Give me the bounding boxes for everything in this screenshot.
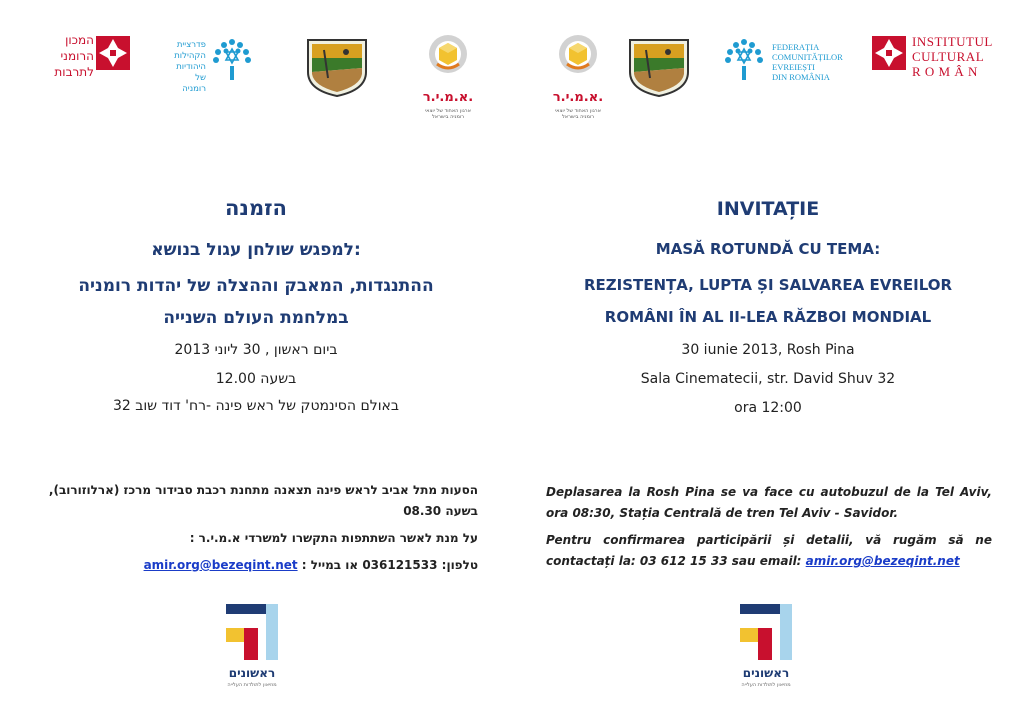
rishonim-name: ראשונים	[742, 666, 790, 680]
icr-logo-romanian	[872, 34, 1002, 84]
tree-of-life-icon	[210, 36, 254, 82]
romanian-confirm-text: Pentru confirmarea participării și detalii, vă rugăm să ne contactați la: 03 612 15 33 sau email:	[546, 533, 992, 568]
rishonim-subtitle: מוזיאון לתולדות העלייה	[741, 682, 791, 688]
romanian-topic-line-1: REZISTENȚA, LUPTA ȘI SALVAREA EVREILOR	[583, 276, 953, 294]
fed-he-line-1: פדרציית	[176, 40, 206, 50]
amir-name: א.מ.י.ר.	[422, 90, 474, 105]
fed-ro-line-1: FEDERAȚIA	[772, 42, 820, 52]
rosh-pina-emblem-icon	[306, 38, 368, 98]
hebrew-contact-prefix: טלפון: 036121533 או במייל :	[301, 558, 478, 572]
romanian-subtitle: MASĂ ROTUNDĂ CU TEMA:	[655, 240, 881, 258]
rishonim-subtitle: מוזיאון לתולדות העלייה	[227, 682, 277, 688]
hebrew-contact-line	[38, 555, 478, 576]
romanian-place: Sala Cinematecii, str. David Shuv 32	[640, 371, 896, 387]
romanian-time: ora 12:00	[734, 400, 802, 416]
amir-emblem-icon	[558, 34, 598, 74]
amir-logo-romanian	[548, 34, 608, 120]
icr-ro-line-1: INSTITUTUL	[912, 34, 993, 49]
hebrew-title: הזמנה	[225, 196, 287, 220]
icr-he-line-3: לתרבות	[54, 65, 94, 79]
hebrew-transport-line-1: הסעות מתל אביב לראש פינה תצאנה מתחנת רכבת סבידור מרכז (ארלוזורוב),	[48, 483, 478, 497]
fed-ro-line-3: EVREIEȘTI	[772, 62, 815, 72]
amir-subtitle: ארגון האחוד של יוצאי רומניה בישראל	[425, 108, 471, 120]
romanian-email-link[interactable]: amir.org@bezeqint.net	[805, 554, 960, 568]
hebrew-topic-line-1: ההתנגדות, המאבק וההצלה של יהדות רומניה	[78, 276, 434, 296]
fed-he-line-4: של רומניה	[182, 73, 206, 94]
romanian-info-block	[546, 482, 992, 572]
fed-ro-line-4: DIN ROMÂNIA	[772, 72, 830, 82]
icr-he-line-1: המכון	[65, 33, 94, 47]
hebrew-date: ביום ראשון , 30 ליוני 2013	[174, 342, 338, 358]
icr-he-line-2: הרומני	[60, 49, 94, 63]
icr-cross-icon	[872, 36, 906, 70]
tree-of-life-icon	[722, 36, 766, 82]
federation-logo-hebrew	[172, 36, 262, 94]
hebrew-subtitle: למפגש שולחן עגול בנושא:	[151, 240, 361, 260]
fed-he-line-2: הקהילות	[174, 51, 206, 61]
hebrew-confirm-line: על מנת לאשר השתתפות התקשרו למשרדי א.מ.י.ר :	[189, 531, 478, 545]
amir-subtitle: ארגון האחוד של יוצאי רומניה בישראל	[555, 108, 601, 120]
hebrew-transport-line-2: בשעה 08.30	[403, 504, 478, 518]
icr-cross-icon	[96, 36, 130, 70]
romanian-invitation	[512, 0, 1024, 725]
federation-logo-romanian	[722, 36, 852, 86]
romanian-title: INVITAȚIE	[716, 198, 820, 220]
icr-logo-hebrew	[36, 30, 136, 80]
rishonim-name: ראשונים	[228, 666, 276, 680]
rishonim-logo-romanian	[736, 604, 796, 694]
romanian-transport: Deplasarea la Rosh Pina se va face cu autobuzul de la Tel Aviv, ora 08:30, Stația Centrală de tren Tel Aviv - Savidor.	[546, 485, 992, 520]
fed-he-line-3: היהודיות	[176, 62, 206, 72]
icr-ro-line-2: CULTURAL	[912, 49, 985, 64]
hebrew-email-link[interactable]: amir.org@bezeqint.net	[143, 558, 298, 572]
rishonim-logo-hebrew	[222, 604, 282, 694]
romanian-date: 30 iunie 2013, Rosh Pina	[681, 342, 855, 358]
amir-emblem-icon	[428, 34, 468, 74]
rishonim-mark-icon	[740, 604, 792, 660]
amir-logo-hebrew	[418, 34, 478, 120]
romanian-confirm	[546, 530, 992, 572]
hebrew-time: בשעה 12.00	[215, 371, 297, 387]
rosh-pina-emblem-icon	[628, 38, 690, 98]
romanian-topic-line-2: ROMÂNI ÎN AL II-LEA RĂZBOI MONDIAL	[604, 308, 932, 326]
hebrew-place: באולם הסינמטק של ראש פינה -רח' דוד שוב 32	[113, 398, 399, 414]
amir-name: א.מ.י.ר.	[552, 90, 604, 105]
fed-ro-line-2: COMUNITĂȚILOR	[772, 52, 843, 62]
rishonim-mark-icon	[226, 604, 278, 660]
hebrew-info-block	[38, 480, 478, 576]
hebrew-topic-line-2: במלחמת העולם השנייה	[163, 308, 349, 328]
icr-ro-line-3: R O M Â N	[912, 64, 978, 79]
